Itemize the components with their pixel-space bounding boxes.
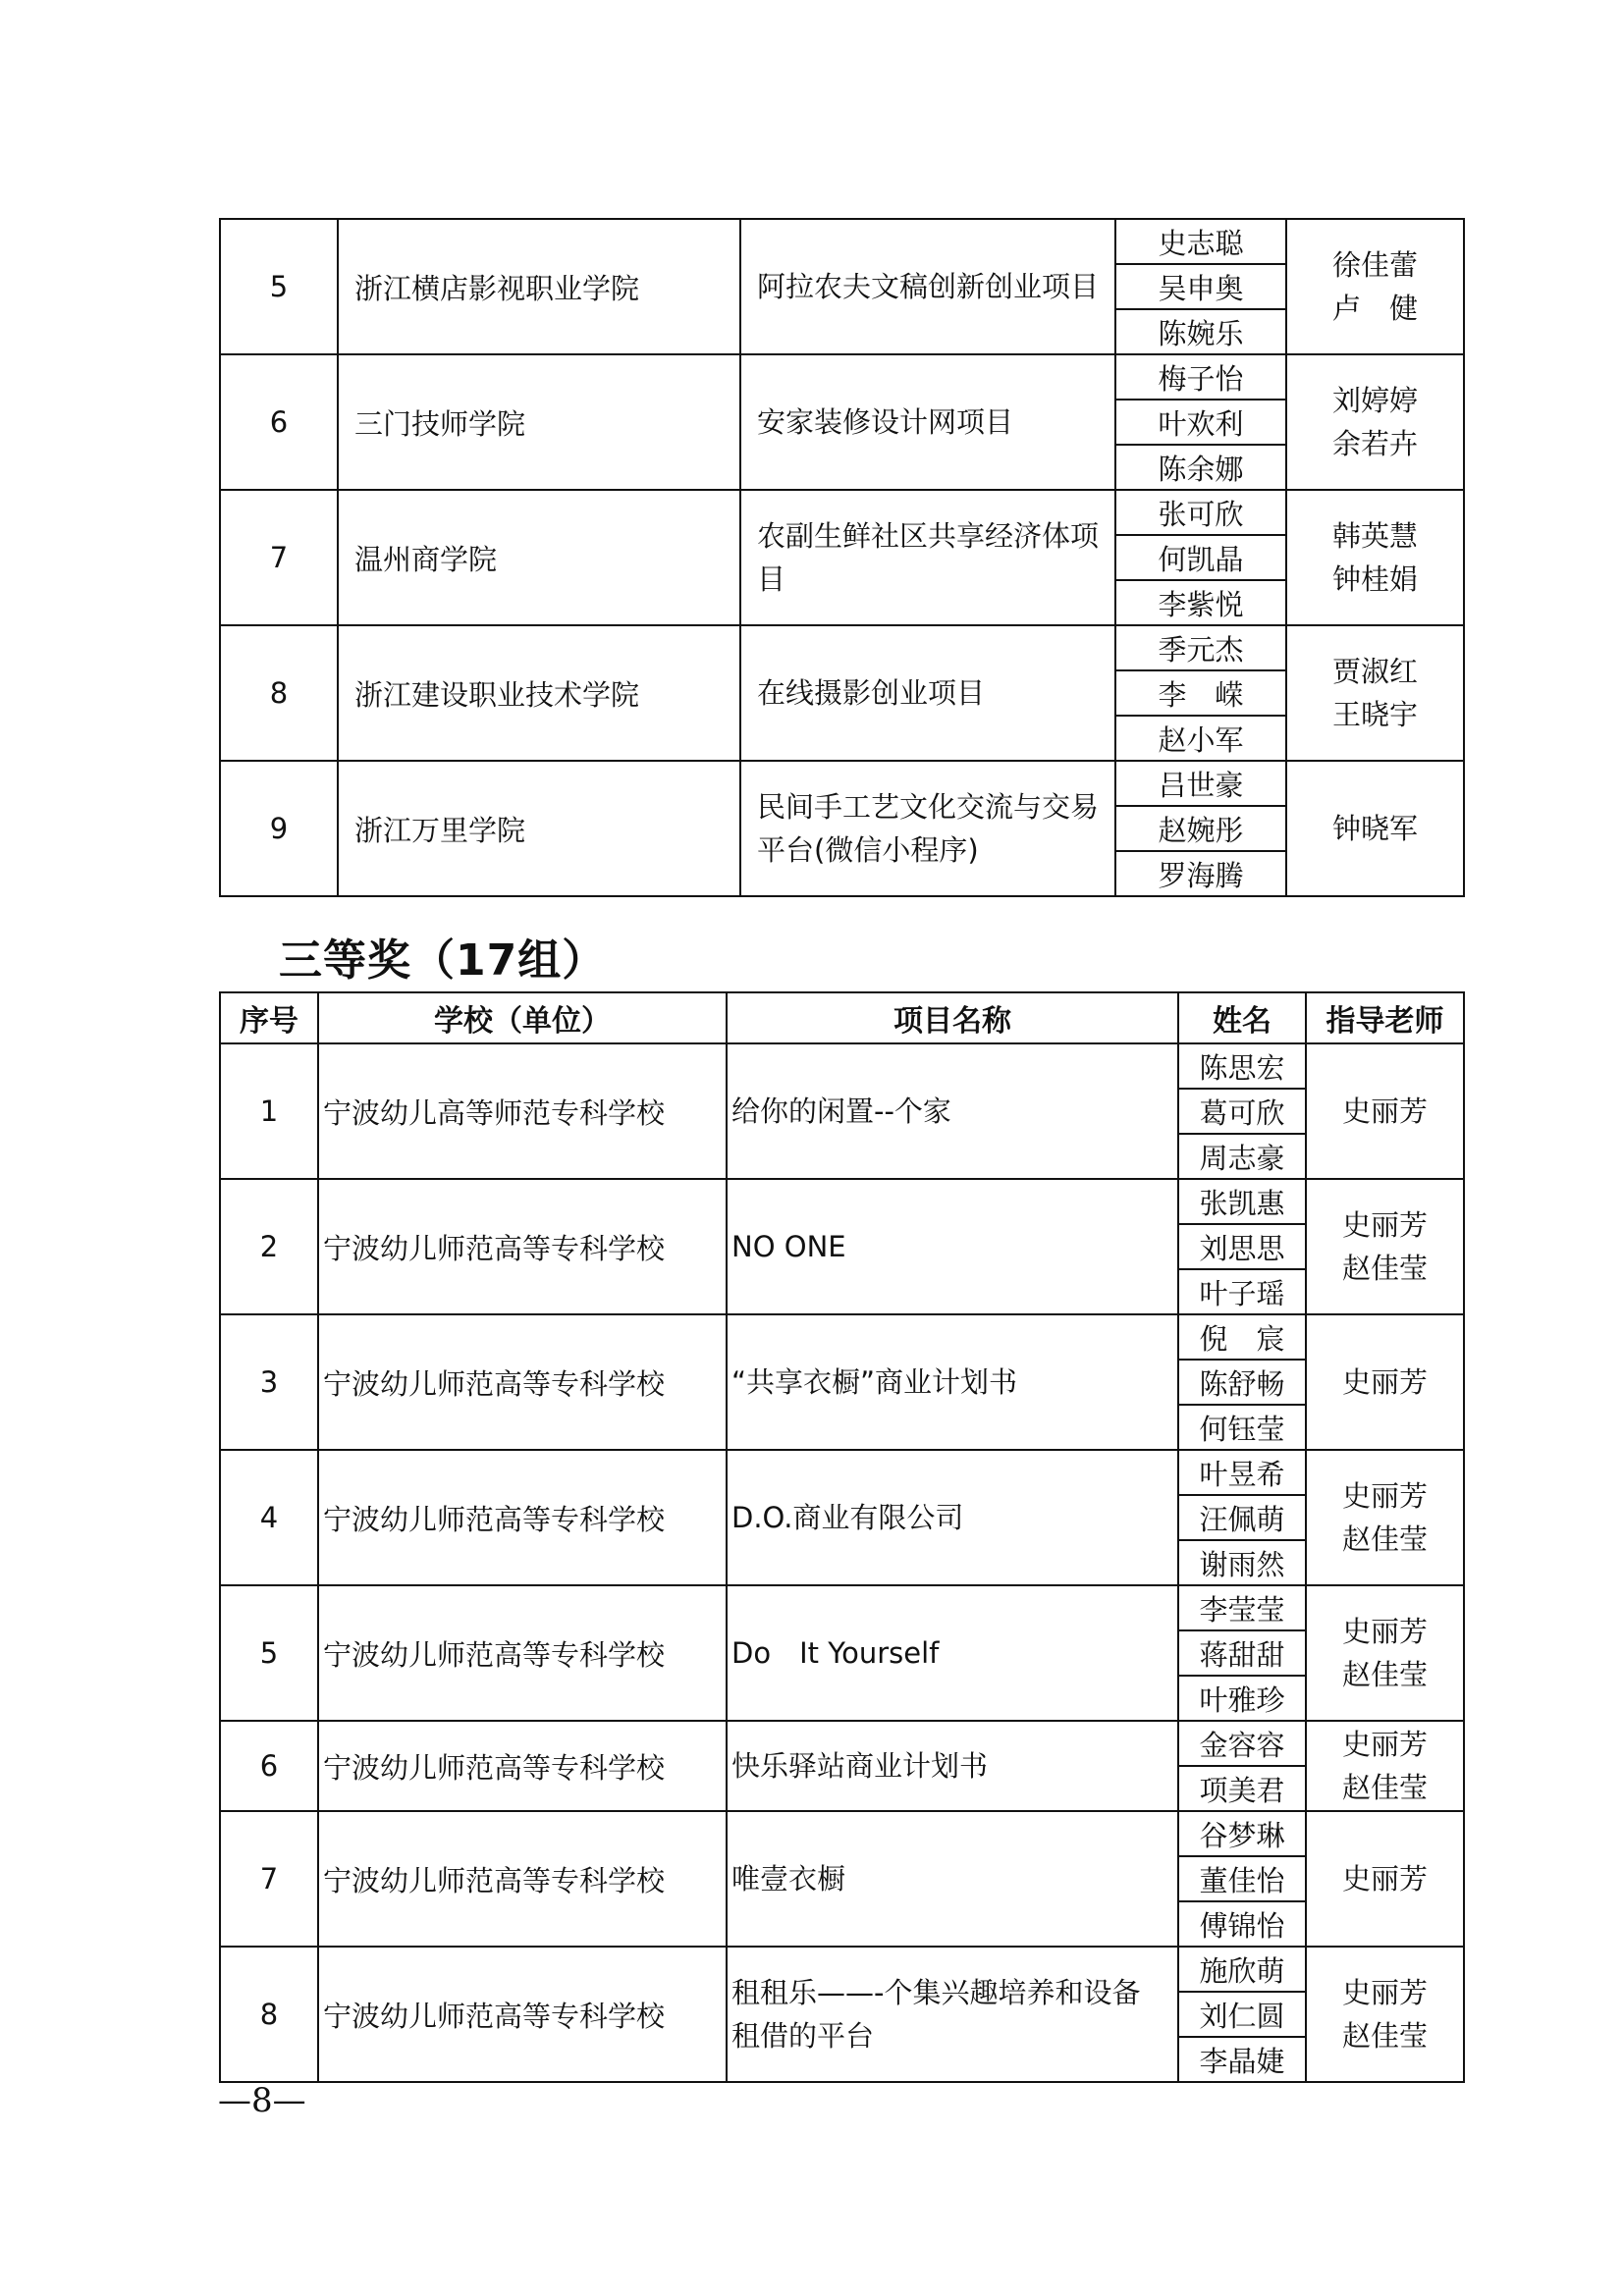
table-row [220,1450,1464,1495]
project-name: “共享衣橱”商业计划书 [727,1314,1178,1450]
table-row [220,761,1464,806]
table-row [220,354,1464,400]
member-name: 李紫悦 [1115,580,1286,625]
school-name: 浙江万里学院 [338,761,740,896]
member-name: 陈婉乐 [1115,309,1286,354]
school-name: 宁波幼儿高等师范专科学校 [318,1043,727,1179]
project-name: 给你的闲置--个家 [727,1043,1178,1179]
member-name: 何钰莹 [1178,1405,1306,1450]
school-name: 宁波幼儿师范高等专科学校 [318,1314,727,1450]
advisor-names: 史丽芳 赵佳莹 [1306,1947,1464,2082]
member-name: 吕世豪 [1115,761,1286,806]
header-advisor: 指导老师 [1306,992,1464,1043]
member-name: 陈舒畅 [1178,1360,1306,1405]
school-name: 宁波幼儿师范高等专科学校 [318,1179,727,1314]
advisor-names: 韩英慧 钟桂娟 [1286,490,1464,625]
project-name: 安家装修设计网项目 [740,354,1115,490]
third-prize-heading: 三等奖（17组） [279,935,607,986]
header-no: 序号 [220,992,318,1043]
member-name: 罗海腾 [1115,851,1286,896]
row-number: 7 [220,490,338,625]
project-name: 快乐驿站商业计划书 [727,1721,1178,1811]
member-name: 赵婉彤 [1115,806,1286,851]
advisor-names: 徐佳蕾 卢 健 [1286,219,1464,354]
table-row [220,1721,1464,1766]
member-name: 蒋甜甜 [1178,1630,1306,1676]
row-number: 2 [220,1179,318,1314]
header-name: 姓名 [1178,992,1306,1043]
advisor-names: 史丽芳 [1306,1043,1464,1179]
member-name: 梅子怡 [1115,354,1286,400]
advisor-names: 史丽芳 [1306,1811,1464,1947]
member-name: 倪 宸 [1178,1314,1306,1360]
project-name: 阿拉农夫文稿创新创业项目 [740,219,1115,354]
member-name: 金容容 [1178,1721,1306,1766]
member-name: 施欣萌 [1178,1947,1306,1992]
row-number: 9 [220,761,338,896]
row-number: 6 [220,1721,318,1811]
member-name: 项美君 [1178,1766,1306,1811]
table-row [220,1811,1464,1856]
member-name: 陈思宏 [1178,1043,1306,1089]
header-school: 学校（单位） [318,992,727,1043]
advisor-names: 史丽芳 赵佳莹 [1306,1179,1464,1314]
member-name: 叶昱希 [1178,1450,1306,1495]
row-number: 8 [220,625,338,761]
member-name: 汪佩萌 [1178,1495,1306,1540]
school-name: 宁波幼儿师范高等专科学校 [318,1721,727,1811]
project-name: 唯壹衣橱 [727,1811,1178,1947]
second-prize-table-continued [219,218,1465,897]
member-name: 陈余娜 [1115,445,1286,490]
project-name: NO ONE [727,1179,1178,1314]
project-name: 民间手工艺文化交流与交易平台(微信小程序) [740,761,1115,896]
table-row [220,1585,1464,1630]
row-number: 5 [220,1585,318,1721]
table-row [220,219,1464,264]
row-number: 6 [220,354,338,490]
member-name: 刘仁圆 [1178,1992,1306,2037]
member-name: 李晶婕 [1178,2037,1306,2082]
project-name: 在线摄影创业项目 [740,625,1115,761]
member-name: 李莹莹 [1178,1585,1306,1630]
table-row [220,1314,1464,1360]
member-name: 吴申奥 [1115,264,1286,309]
member-name: 张凯惠 [1178,1179,1306,1224]
member-name: 叶雅珍 [1178,1676,1306,1721]
project-name: Do It Yourself [727,1585,1178,1721]
advisor-names: 史丽芳 赵佳莹 [1306,1450,1464,1585]
advisor-names: 史丽芳 赵佳莹 [1306,1585,1464,1721]
row-number: 4 [220,1450,318,1585]
member-name: 傅锦怡 [1178,1901,1306,1947]
school-name: 宁波幼儿师范高等专科学校 [318,1450,727,1585]
member-name: 叶欢利 [1115,400,1286,445]
header-project: 项目名称 [727,992,1178,1043]
table-row [220,1043,1464,1089]
project-name: 农副生鲜社区共享经济体项目 [740,490,1115,625]
row-number: 8 [220,1947,318,2082]
member-name: 刘思思 [1178,1224,1306,1269]
row-number: 1 [220,1043,318,1179]
advisor-names: 贾淑红 王晓宇 [1286,625,1464,761]
advisor-names: 刘婷婷 余若卉 [1286,354,1464,490]
member-name: 周志豪 [1178,1134,1306,1179]
school-name: 宁波幼儿师范高等专科学校 [318,1811,727,1947]
member-name: 葛可欣 [1178,1089,1306,1134]
table-row [220,1179,1464,1224]
table-row [220,1947,1464,1992]
school-name: 宁波幼儿师范高等专科学校 [318,1585,727,1721]
third-prize-table [219,991,1465,2083]
school-name: 温州商学院 [338,490,740,625]
page-number: —8— [218,2081,306,2120]
member-name: 赵小军 [1115,716,1286,761]
project-name: D.O.商业有限公司 [727,1450,1178,1585]
member-name: 何凯晶 [1115,535,1286,580]
row-number: 5 [220,219,338,354]
school-name: 浙江横店影视职业学院 [338,219,740,354]
table-row [220,625,1464,670]
school-name: 宁波幼儿师范高等专科学校 [318,1947,727,2082]
member-name: 季元杰 [1115,625,1286,670]
school-name: 三门技师学院 [338,354,740,490]
row-number: 7 [220,1811,318,1947]
member-name: 叶子瑶 [1178,1269,1306,1314]
member-name: 董佳怡 [1178,1856,1306,1901]
member-name: 谷梦琳 [1178,1811,1306,1856]
advisor-names: 史丽芳 [1306,1314,1464,1450]
advisor-names: 史丽芳 赵佳莹 [1306,1721,1464,1811]
advisor-names: 钟晓军 [1286,761,1464,896]
member-name: 张可欣 [1115,490,1286,535]
member-name: 谢雨然 [1178,1540,1306,1585]
table-header-row [220,992,1464,1043]
table-row [220,490,1464,535]
member-name: 史志聪 [1115,219,1286,264]
school-name: 浙江建设职业技术学院 [338,625,740,761]
project-name: 租租乐——-个集兴趣培养和设备租借的平台 [727,1947,1178,2082]
row-number: 3 [220,1314,318,1450]
member-name: 李 嵘 [1115,670,1286,716]
